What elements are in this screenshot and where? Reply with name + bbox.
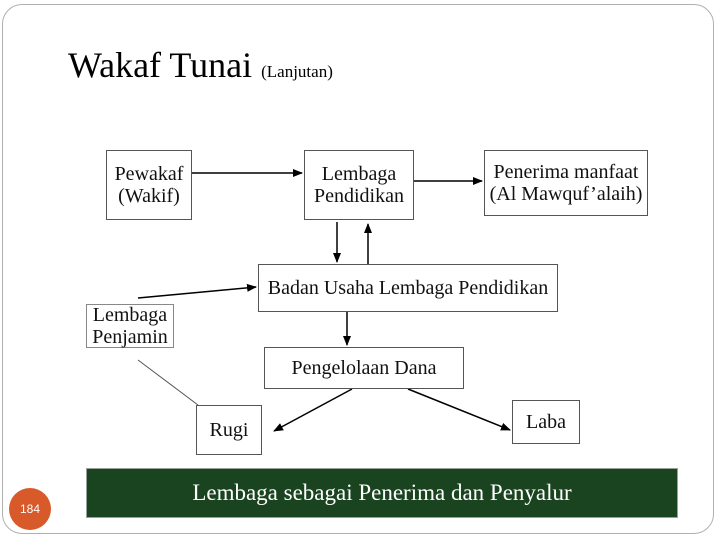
lembaga-pendidikan-line-2: Pendidikan: [314, 185, 404, 207]
banner-text: Lembaga sebagai Penerima dan Penyalur: [192, 480, 572, 505]
line-penjamin-to-rugi: [138, 360, 198, 405]
node-rugi: [196, 405, 262, 455]
badan-usaha-label: Badan Usaha Lembaga Pendidikan: [267, 277, 549, 299]
arrow-pengelolaan-to-laba: [408, 389, 510, 430]
node-laba: [512, 400, 580, 444]
penerima-line-1: Penerima manfaat: [493, 161, 639, 183]
node-lembaga-pendidikan: [304, 150, 414, 220]
arrow-pengelolaan-to-rugi: [274, 389, 352, 431]
rugi-label: Rugi: [209, 419, 249, 441]
pewakaf-line-1: Pewakaf: [114, 163, 184, 185]
footer-banner: [86, 468, 678, 518]
lembaga-pendidikan-line-1: Lembaga: [321, 163, 397, 185]
penjamin-line-1: Lembaga: [92, 304, 168, 326]
node-pengelolaan-dana: [264, 347, 464, 389]
node-lembaga-penjamin: [86, 304, 174, 348]
node-penerima-manfaat: [484, 150, 648, 216]
node-badan-usaha: [258, 264, 558, 312]
pewakaf-line-2: (Wakif): [118, 185, 180, 207]
node-pewakaf: [106, 150, 192, 220]
title-subtitle: (Lanjutan): [261, 62, 333, 81]
pengelolaan-label: Pengelolaan Dana: [291, 357, 437, 379]
page-number-badge: [9, 488, 51, 530]
page-number: 184: [19, 502, 41, 516]
penjamin-line-2: Penjamin: [92, 326, 168, 348]
laba-label: Laba: [526, 411, 566, 433]
title-text: Wakaf Tunai: [68, 45, 253, 85]
arrow-penjamin-to-badan: [138, 287, 256, 298]
penerima-line-2: (Al Mawquf’alaih): [489, 183, 643, 205]
